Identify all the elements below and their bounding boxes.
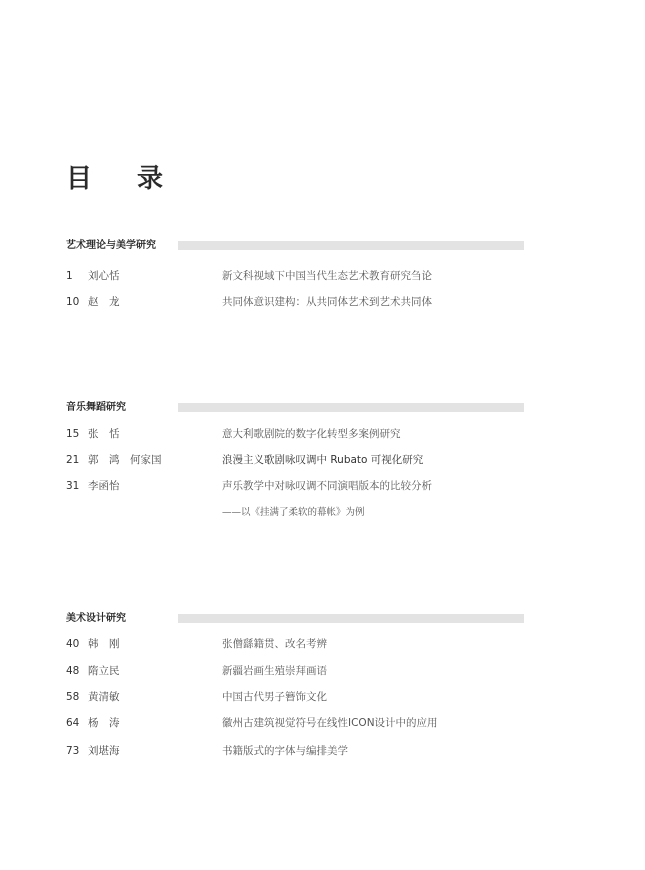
section-label: 艺术理论与美学研究 bbox=[66, 240, 156, 251]
author: 郭 鸿 何家国 bbox=[88, 454, 162, 466]
page-number: 64 bbox=[66, 717, 80, 729]
page-number: 1 bbox=[66, 270, 73, 282]
author: 张 恬 bbox=[88, 428, 120, 440]
author: 刘堪海 bbox=[88, 745, 120, 757]
toc-entry[interactable] bbox=[0, 452, 645, 468]
author: 赵 龙 bbox=[88, 296, 120, 308]
section-label: 音乐舞蹈研究 bbox=[66, 402, 126, 413]
article-title[interactable]: 新文科视域下中国当代生态艺术教育研究刍论 bbox=[222, 270, 432, 282]
author: 隋立民 bbox=[88, 665, 120, 677]
toc-entry[interactable] bbox=[0, 636, 645, 652]
section-divider bbox=[178, 614, 524, 623]
article-title[interactable]: 新疆岩画生殖崇拜画语 bbox=[222, 665, 327, 677]
toc-entry[interactable] bbox=[0, 294, 645, 310]
article-title[interactable]: 共同体意识建构：从共同体艺术到艺术共同体 bbox=[222, 296, 432, 308]
page-number: 31 bbox=[66, 480, 80, 492]
section-label: 美术设计研究 bbox=[66, 613, 126, 624]
toc-entry[interactable] bbox=[0, 743, 645, 759]
section-header bbox=[0, 401, 645, 415]
section-art-theory bbox=[0, 239, 645, 253]
page-number: 10 bbox=[66, 296, 80, 308]
author: 刘心恬 bbox=[88, 270, 120, 282]
toc-entry[interactable] bbox=[0, 426, 645, 442]
toc-entry[interactable] bbox=[0, 663, 645, 679]
author: 韩 刚 bbox=[88, 638, 120, 650]
page-number: 58 bbox=[66, 691, 80, 703]
page-title: 目 录 bbox=[66, 164, 182, 194]
article-title[interactable]: 中国古代男子簪饰文化 bbox=[222, 691, 327, 703]
section-art-design bbox=[0, 612, 645, 626]
article-title[interactable]: 书籍版式的字体与编排美学 bbox=[222, 745, 348, 757]
article-title[interactable]: 张僧繇籍贯、改名考辨 bbox=[222, 638, 327, 650]
author: 杨 涛 bbox=[88, 717, 120, 729]
section-divider bbox=[178, 403, 524, 412]
article-title[interactable]: 意大利歌剧院的数字化转型多案例研究 bbox=[222, 428, 401, 440]
section-music-dance bbox=[0, 401, 645, 415]
page-number: 73 bbox=[66, 745, 80, 757]
toc-entry[interactable] bbox=[0, 689, 645, 705]
article-subtitle: ——以《挂满了柔软的幕帐》为例 bbox=[222, 507, 365, 518]
section-header bbox=[0, 239, 645, 253]
section-divider bbox=[178, 241, 524, 250]
author: 李函怡 bbox=[88, 480, 120, 492]
article-title[interactable]: 声乐教学中对咏叹调不同演唱版本的比较分析 bbox=[222, 480, 432, 492]
section-header bbox=[0, 612, 645, 626]
article-title[interactable]: 徽州古建筑视觉符号在线性ICON设计中的应用 bbox=[222, 717, 438, 729]
toc-entry[interactable] bbox=[0, 478, 645, 494]
page-number: 48 bbox=[66, 665, 80, 677]
page-number: 40 bbox=[66, 638, 80, 650]
toc-entry[interactable] bbox=[0, 715, 645, 731]
article-title[interactable]: 浪漫主义歌剧咏叹调中 Rubato 可视化研究 bbox=[222, 454, 424, 466]
page-number: 15 bbox=[66, 428, 80, 440]
toc-entry[interactable] bbox=[0, 268, 645, 284]
page-number: 21 bbox=[66, 454, 80, 466]
author: 黄清敏 bbox=[88, 691, 120, 703]
